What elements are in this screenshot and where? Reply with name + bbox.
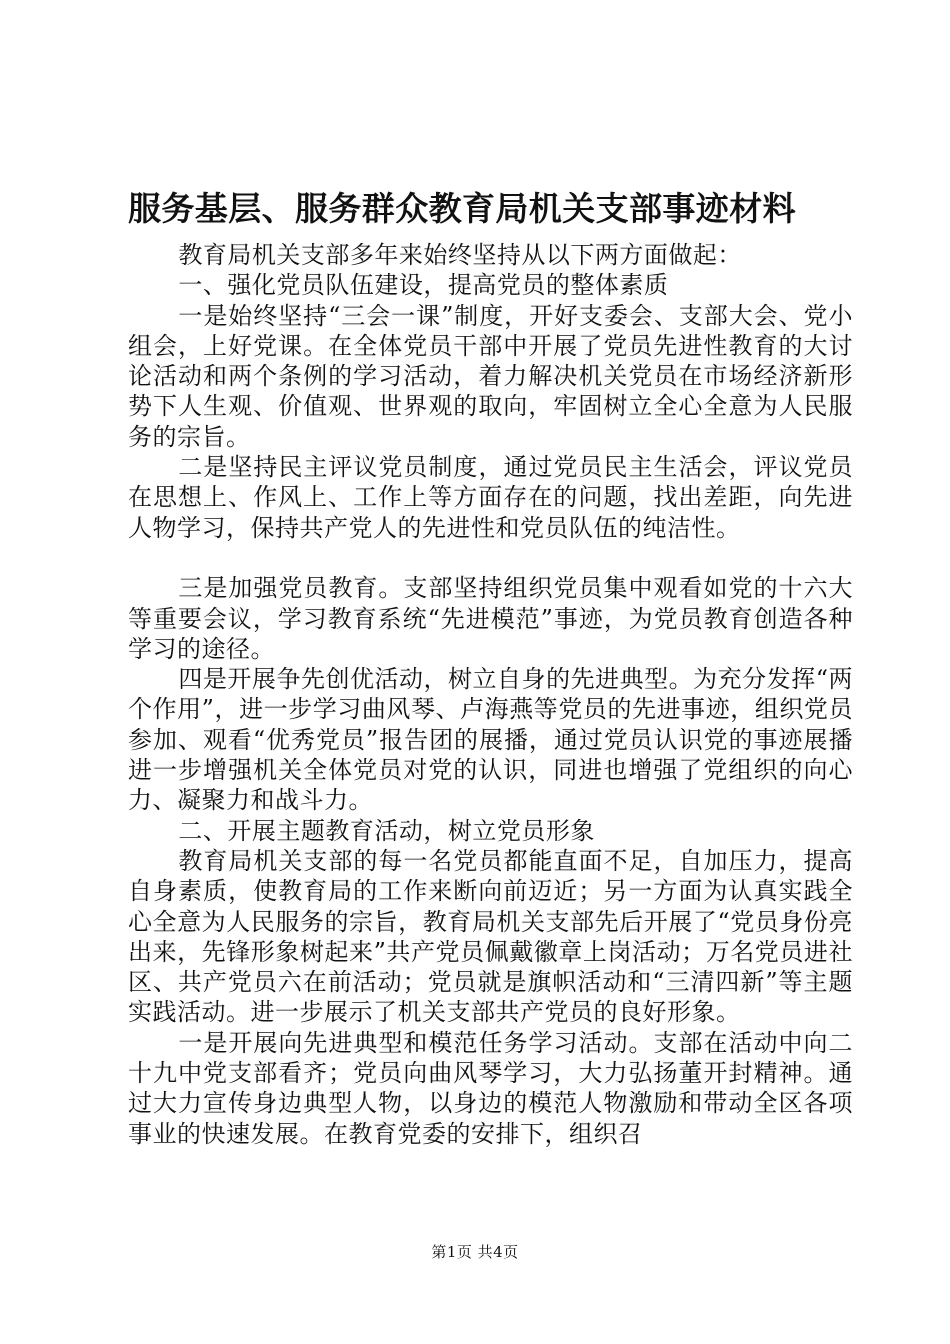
- paragraph: 教育局机关支部多年来始终坚持从以下两方面做起：: [178, 241, 742, 269]
- document-title: 服务基层、服务群众教育局机关支部事迹材料: [128, 189, 796, 228]
- paragraph-spacer: [128, 543, 853, 573]
- paragraph: 二是坚持民主评议党员制度，通过党员民主生活会，评议党员在思想上、作风上、工作上等方面存在的问题，找出差距，向先进人物学习，保持共产党人的先进性和党员队伍的纯洁性。: [128, 453, 853, 542]
- document-body: [128, 240, 853, 1149]
- section-heading: 一、强化党员队伍建设，提高党员的整体素质: [178, 271, 669, 300]
- paragraph: 一是开展向先进典型和模范任务学习活动。支部在活动中向二十九中党支部看齐；党员向曲风琴学习，大力弘扬董开封精神。通过大力宣传身边典型人物，以身边的模范人物激励和带动全区各项事业的快速发展。在教育党委的安排下，组织召: [128, 1028, 853, 1148]
- paragraph: 四是开展争先创优活动，树立自身的先进典型。为充分发挥“两个作用”，进一步学习曲风琴、卢海燕等党员的先进事迹，组织党员参加、观看“优秀党员”报告团的展播，通过党员认识党的事迹展播进一步增强机关全体党员对党的认识，同进也增强了党组织的向心力、凝聚力和战斗力。: [128, 665, 853, 815]
- paragraph: 教育局机关支部的每一名党员都能直面不足，自加压力，提高自身素质，使教育局的工作来断向前迈近；另一方面为认真实践全心全意为人民服务的宗旨，教育局机关支部先后开展了“党员身份亮出来，先锋形象树起来”共产党员佩戴徽章上岗活动；万名党员进社区、共产党员六在前活动；党员就是旗帜活动和“三清四新”等主题实践活动。进一步展示了机关支部共产党员的良好形象。: [128, 846, 853, 1027]
- section-heading: 二、开展主题教育活动，树立党员形象: [178, 816, 595, 845]
- page-number: 第1页 共4页: [431, 1243, 519, 1261]
- paragraph: 一是始终坚持“三会一课”制度，开好支委会、支部大会、党小组会，上好党课。在全体党员干部中开展了党员先进性教育的大讨论活动和两个条例的学习活动，着力解决机关党员在市场经济新形势下人生观、价值观、世界观的取向，牢固树立全心全意为人民服务的宗旨。: [128, 301, 853, 451]
- paragraph: 三是加强党员教育。支部坚持组织党员集中观看如党的十六大等重要会议，学习教育系统“先进模范”事迹，为党员教育创造各种学习的途径。: [128, 574, 853, 663]
